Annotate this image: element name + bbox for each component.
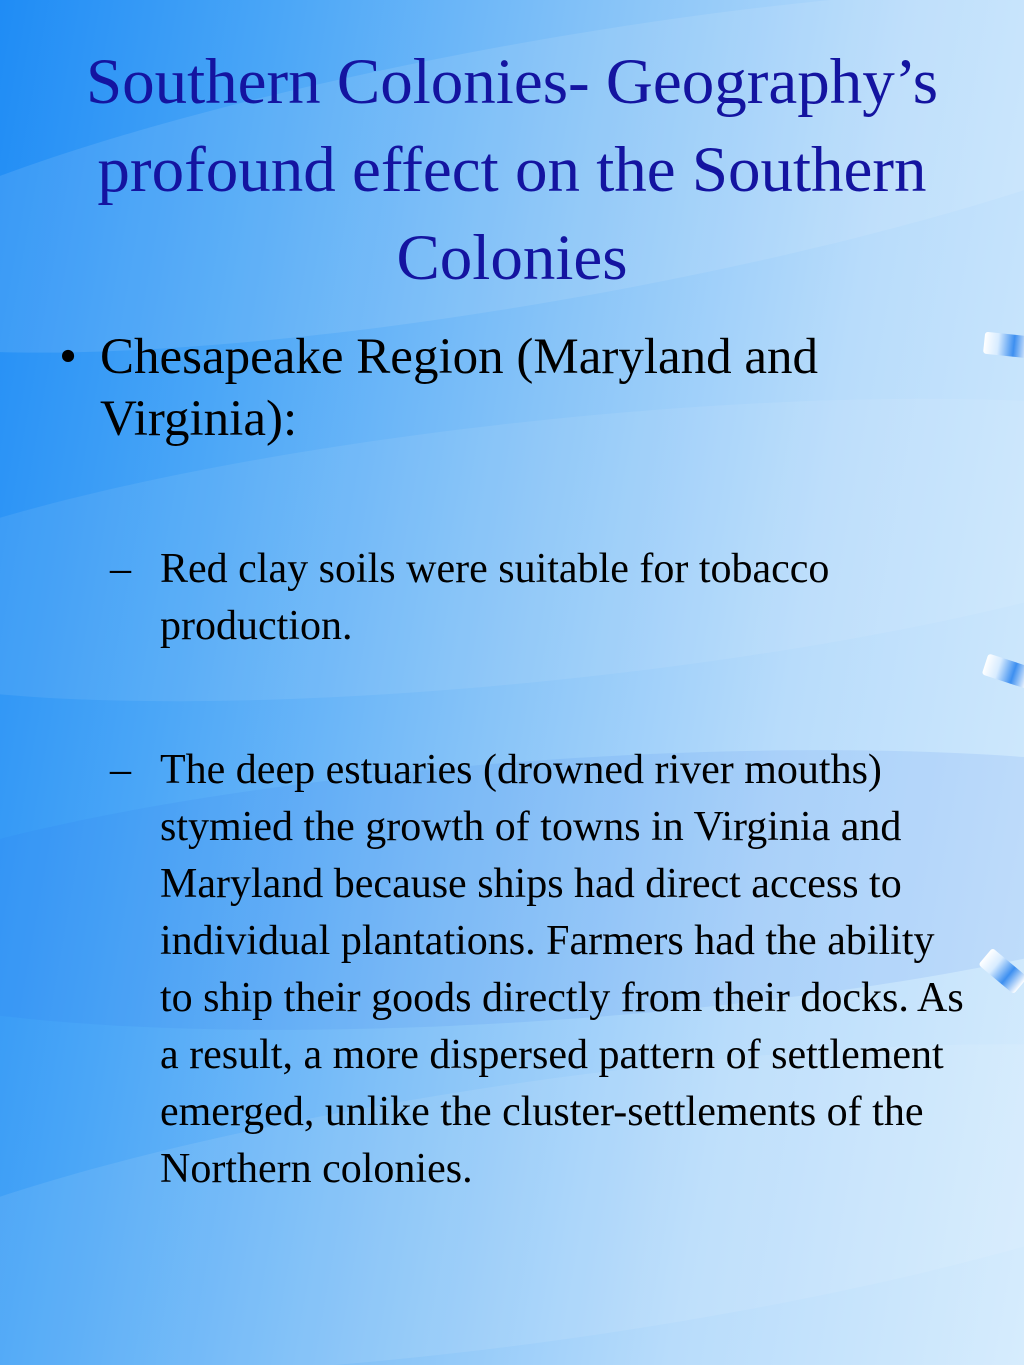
sub-bullet-text: Red clay soils were suitable for tobacco production. bbox=[160, 546, 830, 649]
slide-content bbox=[48, 326, 973, 1198]
ribbon-decoration bbox=[983, 332, 1024, 359]
ribbon-decoration bbox=[982, 653, 1024, 688]
sub-bullet bbox=[48, 541, 973, 655]
main-bullet bbox=[48, 326, 973, 450]
slide-title: Southern Colonies- Geography’s profound effect on the Southern Colonies bbox=[85, 46, 939, 294]
main-bullet-text: Chesapeake Region (Maryland and Virginia): bbox=[100, 329, 819, 447]
dash-icon: – bbox=[110, 747, 131, 793]
sub-bullet-text: The deep estuaries (drowned river mouths) stymied the growth of towns in Virginia and Maryland because ships had direct access to individual plantations. Farmers had the ability to ship their goods directly from their docks. As a result, a more dispersed pattern of settlement emerged, unlike the cluster-settlements of the Northern colonies. bbox=[160, 747, 964, 1192]
ribbon-decoration bbox=[978, 948, 1024, 994]
bullet-dot-icon: • bbox=[59, 329, 77, 385]
sub-bullet bbox=[48, 742, 973, 1198]
dash-icon: – bbox=[110, 546, 131, 592]
